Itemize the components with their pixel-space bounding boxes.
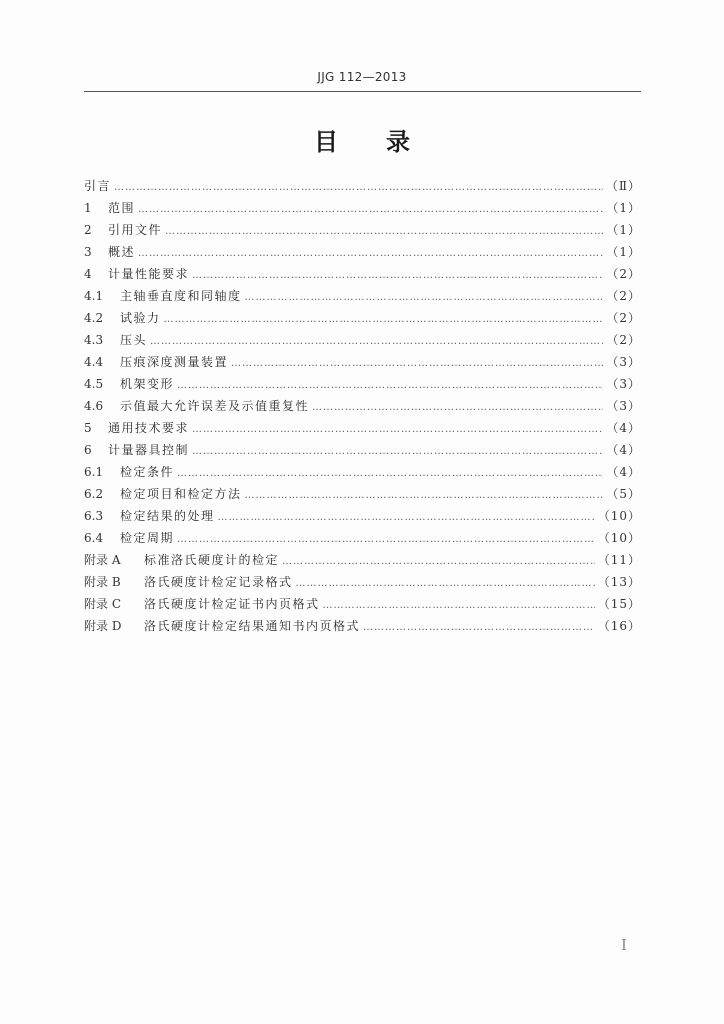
toc-entry-label: 计量性能要求	[108, 267, 190, 281]
toc-entry[interactable]	[84, 417, 641, 439]
toc-entry-page: （16）	[597, 619, 641, 633]
toc-entry-label: 压头	[120, 333, 148, 347]
toc-dot-leader	[177, 375, 603, 397]
toc-dot-leader	[363, 617, 595, 639]
toc-entry-page: （2）	[606, 311, 641, 325]
toc-entry-label: 试验力	[120, 311, 161, 325]
toc-entry[interactable]	[84, 505, 641, 527]
toc-dot-leader	[323, 595, 595, 617]
toc-dot-leader	[192, 441, 603, 463]
title-char-1: 目	[314, 128, 338, 156]
toc-dot-leader	[138, 199, 603, 221]
standard-code: JJG 112—2013	[317, 70, 407, 84]
toc-entry-number: 2	[84, 223, 92, 237]
toc-entry-page: （1）	[606, 223, 641, 237]
toc-entry-page: （4）	[606, 465, 641, 479]
toc-entry[interactable]	[84, 307, 641, 329]
page-number: Ⅰ	[621, 936, 627, 954]
toc-entry-page: （2）	[606, 289, 641, 303]
toc-entry[interactable]	[84, 373, 641, 395]
toc-entry[interactable]	[84, 263, 641, 285]
header-rule	[84, 91, 641, 92]
toc-entry-number: 6.4	[84, 531, 104, 545]
toc-entry[interactable]	[84, 241, 641, 263]
toc-entry-number: 4.3	[84, 333, 104, 347]
toc-entry-number: 附录 A	[84, 553, 121, 567]
toc-entry-number: 4.2	[84, 311, 104, 325]
toc-entry-number: 附录 B	[84, 575, 121, 589]
toc-entry-page: （3）	[606, 377, 641, 391]
toc-entry[interactable]	[84, 549, 641, 571]
toc-entry[interactable]	[84, 395, 641, 417]
toc-entry[interactable]	[84, 197, 641, 219]
toc-entry[interactable]	[84, 329, 641, 351]
toc-entry[interactable]	[84, 439, 641, 461]
toc-entry-page: （3）	[606, 355, 641, 369]
toc-dot-leader	[114, 177, 603, 199]
toc-entry[interactable]	[84, 285, 641, 307]
toc-dot-leader	[192, 265, 603, 287]
toc-entry-label: 计量器具控制	[108, 443, 190, 457]
toc-entry-label: 引用文件	[108, 223, 163, 237]
toc-entry-number: 6	[84, 443, 92, 457]
toc-dot-leader	[177, 529, 595, 551]
toc-entry-label: 检定周期	[120, 531, 175, 545]
toc-entry-label: 洛氏硬度计检定证书内页格式	[144, 597, 320, 611]
toc-entry[interactable]	[84, 527, 641, 549]
toc-dot-leader	[296, 573, 595, 595]
toc-dot-leader	[218, 507, 595, 529]
toc-entry-number: 5	[84, 421, 92, 435]
toc-dot-leader	[164, 309, 604, 331]
toc-entry[interactable]	[84, 461, 641, 483]
toc-dot-leader	[312, 397, 603, 419]
toc-entry-page: （3）	[606, 399, 641, 413]
toc-entry-page: （1）	[606, 245, 641, 259]
toc-entry-label: 机架变形	[120, 377, 175, 391]
toc-entry-number: 6.1	[84, 465, 104, 479]
toc-dot-leader	[231, 353, 603, 375]
toc-entry-label: 通用技术要求	[108, 421, 190, 435]
toc-entry-page: （1）	[606, 201, 641, 215]
toc-entry-number: 1	[84, 201, 92, 215]
toc-entry-number: 6.2	[84, 487, 104, 501]
toc-entry-label: 示值最大允许误差及示值重复性	[120, 399, 310, 413]
toc-entry-page: （5）	[606, 487, 641, 501]
toc-dot-leader	[282, 551, 595, 573]
toc-dot-leader	[245, 287, 604, 309]
toc-dot-leader	[245, 485, 604, 507]
toc-entry[interactable]	[84, 175, 641, 197]
toc-entry[interactable]	[84, 219, 641, 241]
toc-entry-number: 附录 D	[84, 619, 122, 633]
toc-entry-label: 检定条件	[120, 465, 175, 479]
toc-entry-number: 4.6	[84, 399, 104, 413]
toc-entry-page: （Ⅱ）	[605, 179, 641, 193]
toc-entry-label: 概述	[108, 245, 136, 259]
toc-entry-label: 范围	[108, 201, 136, 215]
toc-entry-label: 压痕深度测量装置	[120, 355, 229, 369]
toc-entry[interactable]	[84, 593, 641, 615]
toc-entry-label: 引言	[84, 179, 112, 193]
toc-dot-leader	[138, 243, 603, 265]
toc-entry-label: 标准洛氏硬度计的检定	[144, 553, 280, 567]
toc-entry-page: （4）	[606, 443, 641, 457]
toc-entry-label: 检定结果的处理	[120, 509, 215, 523]
toc-entry-label: 主轴垂直度和同轴度	[120, 289, 242, 303]
toc-dot-leader	[192, 419, 603, 441]
toc-entry-page: （2）	[606, 267, 641, 281]
toc-entry[interactable]	[84, 351, 641, 373]
toc-entry-number: 4.5	[84, 377, 104, 391]
toc-entry-page: （15）	[597, 597, 641, 611]
toc-entry-page: （13）	[597, 575, 641, 589]
toc-entry-page: （10）	[597, 509, 641, 523]
toc-entry-number: 4	[84, 267, 92, 281]
page-title	[0, 122, 724, 157]
toc-dot-leader	[150, 331, 603, 353]
table-of-contents	[84, 175, 641, 637]
toc-entry-label: 洛氏硬度计检定结果通知书内页格式	[144, 619, 361, 633]
toc-entry-page: （11）	[597, 553, 641, 567]
toc-entry-number: 附录 C	[84, 597, 121, 611]
toc-entry-page: （2）	[606, 333, 641, 347]
toc-entry[interactable]	[84, 615, 641, 637]
toc-entry-number: 3	[84, 245, 92, 259]
toc-entry[interactable]	[84, 571, 641, 593]
toc-entry[interactable]	[84, 483, 641, 505]
toc-dot-leader	[165, 221, 603, 243]
title-char-2: 录	[386, 128, 410, 156]
toc-entry-number: 6.3	[84, 509, 104, 523]
toc-entry-label: 检定项目和检定方法	[120, 487, 242, 501]
toc-entry-page: （4）	[606, 421, 641, 435]
toc-dot-leader	[177, 463, 603, 485]
toc-entry-page: （10）	[597, 531, 641, 545]
toc-entry-number: 4.1	[84, 289, 104, 303]
toc-entry-label: 洛氏硬度计检定记录格式	[144, 575, 293, 589]
toc-entry-number: 4.4	[84, 355, 104, 369]
